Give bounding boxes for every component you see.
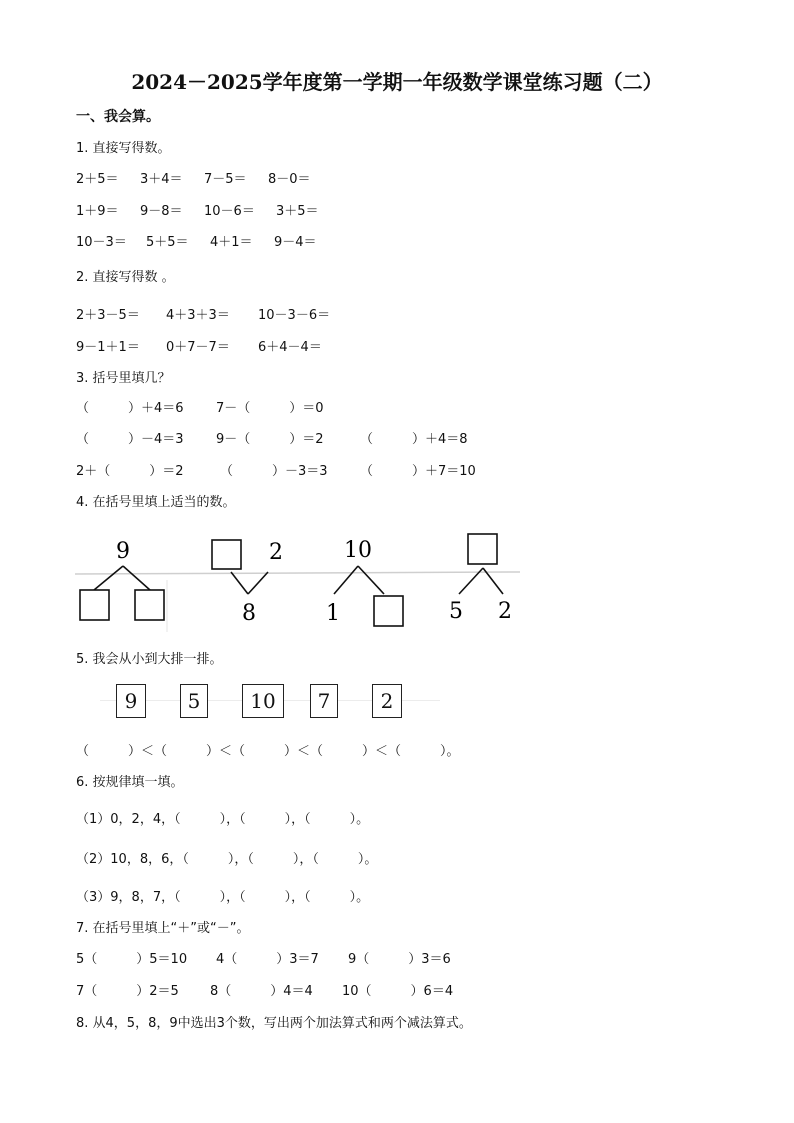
question-1-heading: 1. 直接写得数。 <box>76 141 171 156</box>
question-3-heading: 3. 括号里填几？ <box>76 371 171 386</box>
question-7-heading: 7. 在括号里填上“＋”或“－”。 <box>76 921 250 936</box>
fill-blank-expression: （ ）－3＝3 <box>220 464 328 479</box>
question-4-heading: 4. 在括号里填上适当的数。 <box>76 495 236 510</box>
number-bond-tree-2 <box>212 540 283 626</box>
expression: 3＋5＝ <box>276 204 319 219</box>
expression: 8－0＝ <box>268 172 311 187</box>
expression: 9－8＝ <box>140 204 183 219</box>
operator-blank-expression: 9（ ）3＝6 <box>348 952 451 967</box>
sequence-row: （3）9，8，7，（ ），（ ），（ ）。 <box>76 890 370 905</box>
operator-blank-expression: 5（ ）5＝10 <box>76 952 188 967</box>
bond-bottom-number: 8 <box>242 601 256 626</box>
expression: 6＋4－4＝ <box>258 340 322 355</box>
question-5-heading: 5. 我会从小到大排一排。 <box>76 652 223 667</box>
expression: 3＋4＝ <box>140 172 183 187</box>
expression: 9－1＋1＝ <box>76 340 140 355</box>
fill-blank-expression: （ ）＋4＝6 <box>76 401 184 416</box>
sequence-row: （1）0，2，4，（ ），（ ），（ ）。 <box>76 812 370 827</box>
expression: 4＋1＝ <box>210 235 253 250</box>
fill-blank-expression: 7－（ ）＝0 <box>216 401 324 416</box>
number-bond-tree-4 <box>449 534 512 624</box>
bond-left-number: 5 <box>449 599 463 624</box>
expression: 10－3＝ <box>76 235 127 250</box>
answer-box[interactable] <box>468 534 497 564</box>
number-bond-figure <box>70 530 530 635</box>
answer-box[interactable] <box>80 590 109 620</box>
answer-box[interactable] <box>135 590 164 620</box>
number-card: 2 <box>372 684 402 718</box>
number-bond-tree-1 <box>80 539 164 620</box>
expression: 7－5＝ <box>204 172 247 187</box>
bond-top-number: 10 <box>344 538 372 563</box>
operator-blank-expression: 8（ ）4＝4 <box>210 984 313 999</box>
section-heading: 一、我会算。 <box>76 109 160 125</box>
operator-blank-expression: 10（ ）6＝4 <box>342 984 454 999</box>
fill-blank-expression: 2＋（ ）＝2 <box>76 464 184 479</box>
expression: 2＋3－5＝ <box>76 308 140 323</box>
fill-blank-expression: （ ）＋7＝10 <box>360 464 476 479</box>
question-2-heading: 2. 直接写得数 。 <box>76 270 175 285</box>
number-card: 10 <box>242 684 284 718</box>
expression: 9－4＝ <box>274 235 317 250</box>
sequence-row: （2）10，8，6，（ ），（ ），（ ）。 <box>76 852 378 867</box>
expression: 4＋3＋3＝ <box>166 308 230 323</box>
ordering-answer-line: （ ）＜（ ）＜（ ）＜（ ）＜（ ）。 <box>76 744 460 759</box>
answer-box[interactable] <box>374 596 403 626</box>
number-card: 9 <box>116 684 146 718</box>
answer-box[interactable] <box>212 540 241 569</box>
bond-top-number: 9 <box>116 539 130 564</box>
operator-blank-expression: 7（ ）2＝5 <box>76 984 179 999</box>
bond-right-number: 2 <box>269 540 283 565</box>
expression: 5＋5＝ <box>146 235 189 250</box>
number-card: 7 <box>310 684 338 718</box>
operator-blank-expression: 4（ ）3＝7 <box>216 952 319 967</box>
number-card: 5 <box>180 684 208 718</box>
expression: 0＋7－7＝ <box>166 340 230 355</box>
fill-blank-expression: （ ）＋4＝8 <box>360 432 468 447</box>
expression: 2＋5＝ <box>76 172 119 187</box>
expression: 10－3－6＝ <box>258 308 331 323</box>
question-6-heading: 6. 按规律填一填。 <box>76 775 184 790</box>
page-title: 2024－2025学年度第一学期一年级数学课堂练习题（二） <box>131 70 663 94</box>
fill-blank-expression: （ ）－4＝3 <box>76 432 184 447</box>
expression: 1＋9＝ <box>76 204 119 219</box>
expression: 10－6＝ <box>204 204 255 219</box>
scan-line <box>75 572 520 574</box>
bond-left-number: 1 <box>326 601 340 626</box>
fill-blank-expression: 9－（ ）＝2 <box>216 432 324 447</box>
number-bond-tree-3 <box>326 538 403 626</box>
question-8-heading: 8. 从4，5，8，9中选出3个数，写出两个加法算式和两个减法算式。 <box>76 1016 472 1031</box>
bond-right-number: 2 <box>498 599 512 624</box>
